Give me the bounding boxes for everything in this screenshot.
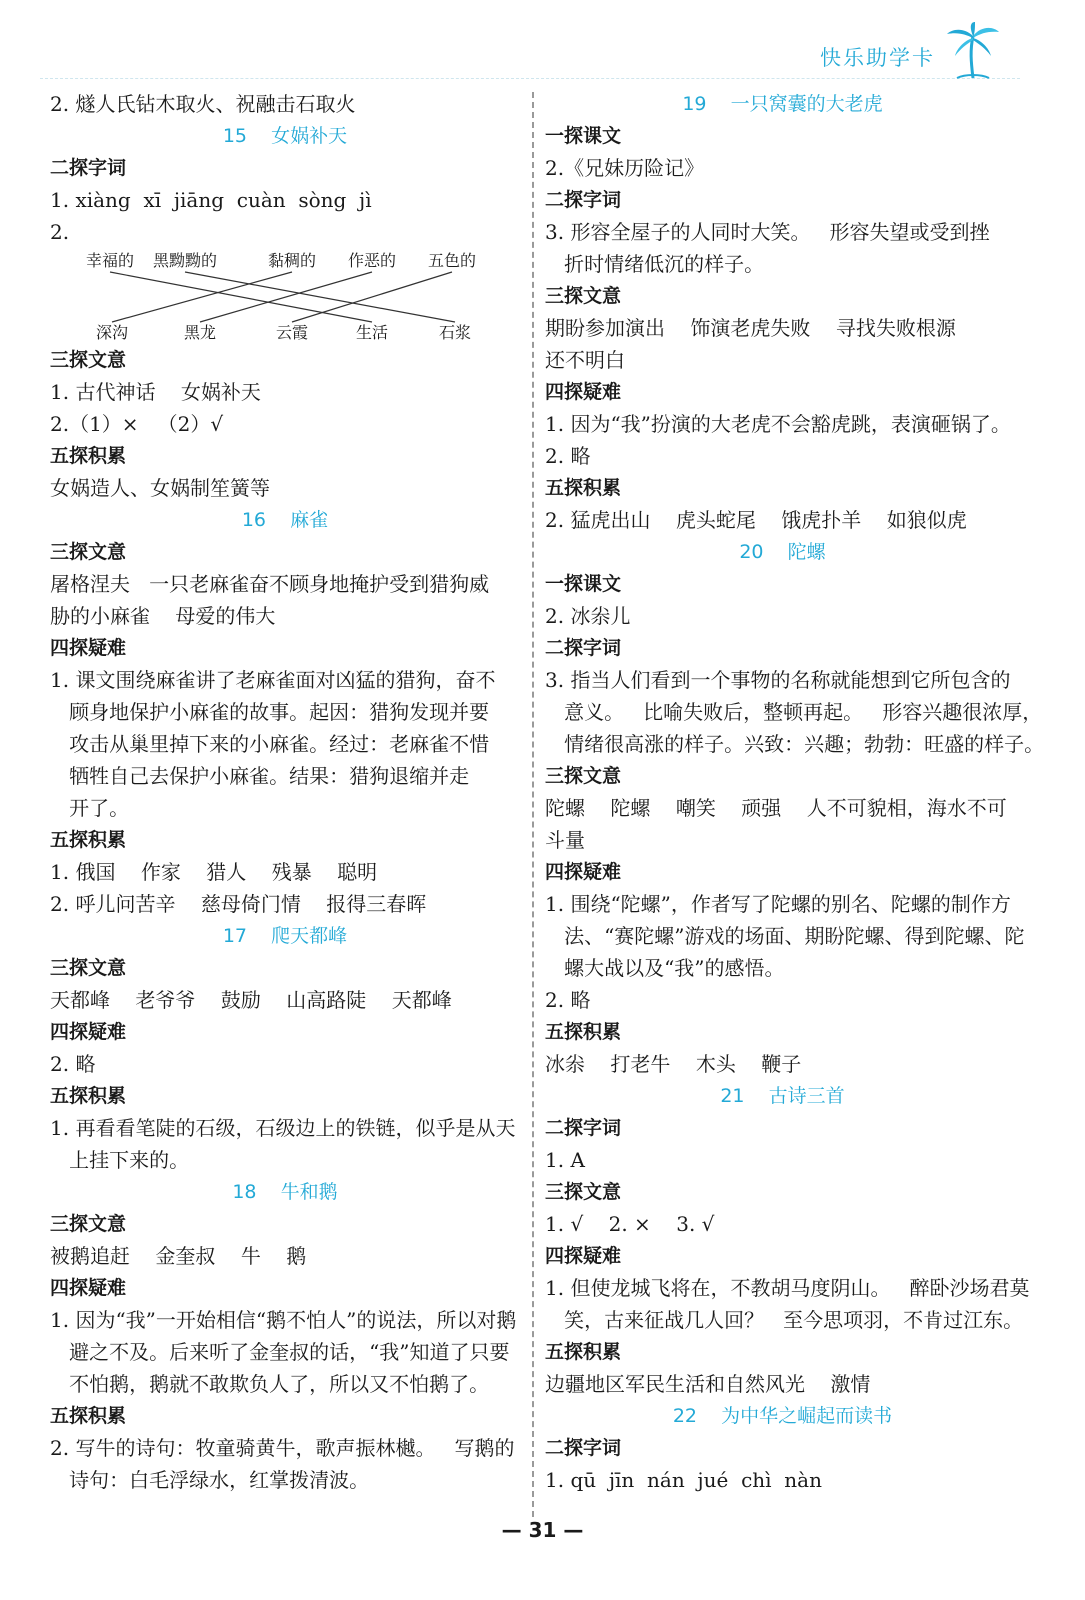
section-heading: 三探文意 xyxy=(50,1213,127,1235)
match-line xyxy=(112,272,292,322)
match-bottom-word: 石浆 xyxy=(438,323,472,342)
answer-line: 陀螺 陀螺 嘲笑 顽强 人不可貌相，海水不可 xyxy=(545,796,1007,820)
answer-line: 1. 再看看笔陡的石级，石级边上的铁链，似乎是从天 xyxy=(50,1116,516,1140)
section-heading: 四探疑难 xyxy=(50,1021,127,1043)
answer-line: 开了。 xyxy=(50,796,130,820)
answer-line: 3. 指当人们看到一个事物的名称就能想到它所包含的 xyxy=(545,668,1011,692)
answer-line: 1. 因为“我”扮演的大老虎不会豁虎跳，表演砸锅了。 xyxy=(545,412,1011,436)
lesson-title: 18 牛和鹅 xyxy=(232,1181,338,1203)
page-number: — 31 — xyxy=(501,1518,584,1542)
answer-line: 屠格涅夫 一只老麻雀奋不顾身地掩护受到猎狗威 xyxy=(50,572,490,596)
answer-line: 冰尜 打老牛 木头 鞭子 xyxy=(545,1052,802,1076)
answer-line: 牺牲自己去保护小麻雀。结果：猎狗退缩并走 xyxy=(50,764,470,788)
section-heading: 五探积累 xyxy=(50,829,127,851)
answer-line: 1. A xyxy=(545,1148,585,1172)
right-column xyxy=(545,88,1045,1496)
answer-line: 2. 略 xyxy=(50,1052,96,1076)
match-top-word: 黑黝黝的 xyxy=(152,251,218,270)
left-column xyxy=(50,88,520,1496)
answer-line: 1. 围绕“陀螺”，作者写了陀螺的别名、陀螺的制作方 xyxy=(545,892,1011,916)
answer-line: 1. 因为“我”一开始相信“鹅不怕人”的说法，所以对鹅 xyxy=(50,1308,517,1332)
answer-line: 不怕鹅，鹅就不敢欺负人了，所以又不怕鹅了。 xyxy=(50,1372,490,1396)
answer-line: 边疆地区军民生活和自然风光 激情 xyxy=(545,1372,871,1396)
answer-line: 2. 猛虎出山 虎头蛇尾 饿虎扑羊 如狼似虎 xyxy=(545,508,967,532)
match-bottom-word: 黑龙 xyxy=(183,323,217,342)
answer-line: 笑，古来征战几人回？ 至今思项羽，不肯过江东。 xyxy=(545,1308,1024,1332)
answer-line: 上挂下来的。 xyxy=(50,1148,190,1172)
brand-title: 快乐助学卡 xyxy=(820,46,935,70)
answer-line: 期盼参加演出 饰演老虎失败 寻找失败根源 xyxy=(545,316,956,340)
match-line xyxy=(110,272,372,322)
answer-line: 2. xyxy=(50,220,70,244)
match-bottom-word: 云霞 xyxy=(275,323,309,342)
answer-line: 攻击从巢里掉下来的小麻雀。经过：老麻雀不惜 xyxy=(50,732,490,756)
section-heading: 五探积累 xyxy=(50,1085,127,1107)
section-heading: 二探字词 xyxy=(50,157,127,179)
section-heading: 二探字词 xyxy=(545,1437,622,1459)
answer-line: 1. 但使龙城飞将在，不教胡马度阴山。 醉卧沙场君莫 xyxy=(545,1276,1030,1300)
answer-line: 胁的小麻雀 母爱的伟大 xyxy=(50,604,276,628)
section-heading: 五探积累 xyxy=(50,1405,127,1427)
answer-line: 1. 课文围绕麻雀讲了老麻雀面对凶猛的猎狗，奋不 xyxy=(50,668,496,692)
section-heading: 三探文意 xyxy=(50,349,127,371)
answer-line: 2.《兄妹历险记》 xyxy=(545,156,705,180)
section-heading: 二探字词 xyxy=(545,1117,622,1139)
section-heading: 三探文意 xyxy=(545,765,622,787)
match-top-word: 五色的 xyxy=(427,251,477,270)
answer-line: 2. 略 xyxy=(545,988,591,1012)
answer-line: 情绪很高涨的样子。兴致：兴趣；勃勃：旺盛的样子。 xyxy=(545,732,1045,756)
palm-tree-icon xyxy=(943,22,1003,80)
section-heading: 一探课文 xyxy=(545,125,622,147)
section-heading: 二探字词 xyxy=(545,637,622,659)
answer-line: 2. 冰尜儿 xyxy=(545,604,631,628)
answer-line: 2. 燧人氏钻木取火、祝融击石取火 xyxy=(50,92,356,116)
matching-diagram xyxy=(50,248,520,344)
section-heading: 五探积累 xyxy=(545,477,622,499)
answer-line: 2. 略 xyxy=(545,444,591,468)
match-bottom-word: 深沟 xyxy=(95,323,129,342)
match-top-word: 黏稠的 xyxy=(267,251,317,270)
section-heading: 三探文意 xyxy=(50,957,127,979)
lesson-title: 20 陀螺 xyxy=(739,541,826,563)
pinyin-line: 1. xiàng xī jiāng cuàn sòng jì xyxy=(50,188,372,212)
match-top-word: 幸福的 xyxy=(85,251,135,270)
match-top-word: 作恶的 xyxy=(347,251,397,270)
section-heading: 五探积累 xyxy=(50,445,127,467)
answer-line: 斗量 xyxy=(545,828,585,852)
answer-line: 天都峰 老爷爷 鼓励 山高路陡 天都峰 xyxy=(50,988,452,1012)
answer-line: 2. 写牛的诗句：牧童骑黄牛，歌声振林樾。 写鹅的 xyxy=(50,1436,515,1460)
section-heading: 三探文意 xyxy=(50,541,127,563)
answer-line: 螺大战以及“我”的感悟。 xyxy=(545,956,785,980)
answer-line: 被鹅追赶 金奎叔 牛 鹅 xyxy=(50,1244,307,1268)
answer-line: 折时情绪低沉的样子。 xyxy=(545,252,765,276)
section-heading: 四探疑难 xyxy=(545,381,622,403)
lesson-title: 16 麻雀 xyxy=(241,509,329,531)
answer-line: 3. 形容全屋子的人同时大笑。 形容失望或受到挫 xyxy=(545,220,990,244)
answer-line: 女娲造人、女娲制笙簧等 xyxy=(50,476,270,500)
answer-line: 诗句：白毛浮绿水，红掌拨清波。 xyxy=(50,1468,370,1492)
section-heading: 三探文意 xyxy=(545,1181,622,1203)
answer-line: 还不明白 xyxy=(545,348,625,372)
section-heading: 四探疑难 xyxy=(50,637,127,659)
answer-line: 避之不及。后来听了金奎叔的话，“我”知道了只要 xyxy=(50,1340,510,1364)
section-heading: 五探积累 xyxy=(545,1341,622,1363)
lesson-title: 15 女娲补天 xyxy=(222,125,348,147)
section-heading: 二探字词 xyxy=(545,189,622,211)
lesson-title: 19 一只窝囊的大老虎 xyxy=(682,93,883,115)
section-heading: 四探疑难 xyxy=(50,1277,127,1299)
lesson-title: 22 为中华之崛起而读书 xyxy=(672,1405,893,1427)
match-bottom-word: 生活 xyxy=(355,323,389,342)
section-heading: 三探文意 xyxy=(545,285,622,307)
answer-line: 1. 俄国 作家 猎人 残暴 聪明 xyxy=(50,860,378,884)
answer-line: 2.（1）× （2）√ xyxy=(50,412,224,436)
answer-line: 1. 古代神话 女娲补天 xyxy=(50,380,261,404)
column-divider xyxy=(532,92,534,1517)
lesson-title: 21 古诗三首 xyxy=(720,1085,845,1107)
section-heading: 四探疑难 xyxy=(545,1245,622,1267)
section-heading: 一探课文 xyxy=(545,573,622,595)
answer-line: 顾身地保护小麻雀的故事。起因：猎狗发现并要 xyxy=(50,700,490,724)
answer-line: 2. 呼儿问苦辛 慈母倚门情 报得三春晖 xyxy=(50,892,427,916)
lesson-title: 17 爬天都峰 xyxy=(222,925,348,947)
answer-line: 意义。 比喻失败后，整顿再起。 形容兴趣很浓厚， xyxy=(545,700,1043,724)
pinyin-line: 1. qū jīn nán jué chì nàn xyxy=(545,1468,822,1492)
section-heading: 四探疑难 xyxy=(545,861,622,883)
match-line xyxy=(292,272,452,322)
answer-line: 1. √ 2. × 3. √ xyxy=(545,1212,715,1236)
section-heading: 五探积累 xyxy=(545,1021,622,1043)
answer-line: 法、“赛陀螺”游戏的场面、期盼陀螺、得到陀螺、陀 xyxy=(545,924,1025,948)
